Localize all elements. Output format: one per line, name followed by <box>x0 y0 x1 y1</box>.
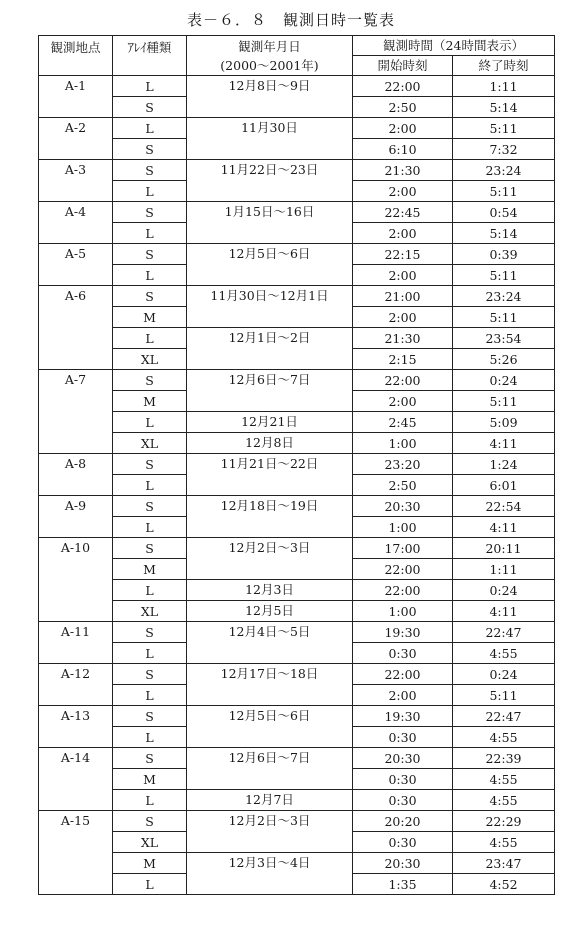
end-time-cell: 22:54 <box>453 496 555 517</box>
end-time-cell: 4:11 <box>453 517 555 538</box>
header-site: 観測地点 <box>39 36 113 76</box>
start-time-cell: 22:15 <box>353 244 453 265</box>
date-cell: 12月5日～6日 <box>187 244 353 286</box>
end-time-cell: 1:24 <box>453 454 555 475</box>
table-row <box>39 853 555 874</box>
array-type-cell: S <box>113 286 187 307</box>
table-row <box>39 202 555 223</box>
end-time-cell: 1:11 <box>453 559 555 580</box>
table-row <box>39 76 555 97</box>
site-cell: A-6 <box>39 286 113 370</box>
end-time-cell: 7:32 <box>453 139 555 160</box>
array-type-cell: S <box>113 202 187 223</box>
table-row <box>39 454 555 475</box>
date-cell: 11月22日～23日 <box>187 160 353 202</box>
array-type-cell: L <box>113 580 187 601</box>
start-time-cell: 2:15 <box>353 349 453 370</box>
end-time-cell: 5:11 <box>453 685 555 706</box>
array-type-cell: S <box>113 622 187 643</box>
start-time-cell: 22:00 <box>353 559 453 580</box>
observation-schedule-table <box>38 35 555 895</box>
site-cell: A-1 <box>39 76 113 118</box>
start-time-cell: 0:30 <box>353 832 453 853</box>
end-time-cell: 4:55 <box>453 769 555 790</box>
end-time-cell: 5:26 <box>453 349 555 370</box>
end-time-cell: 22:47 <box>453 706 555 727</box>
table-row <box>39 601 555 622</box>
array-type-cell: L <box>113 412 187 433</box>
array-type-cell: XL <box>113 349 187 370</box>
site-cell: A-15 <box>39 811 113 895</box>
table-row <box>39 664 555 685</box>
end-time-cell: 4:55 <box>453 832 555 853</box>
date-cell: 12月1日～2日 <box>187 328 353 370</box>
start-time-cell: 22:00 <box>353 664 453 685</box>
array-type-cell: XL <box>113 832 187 853</box>
start-time-cell: 20:30 <box>353 496 453 517</box>
table-row <box>39 580 555 601</box>
header-end-time: 終了時刻 <box>453 56 555 76</box>
start-time-cell: 21:30 <box>353 328 453 349</box>
end-time-cell: 5:11 <box>453 181 555 202</box>
end-time-cell: 5:14 <box>453 223 555 244</box>
start-time-cell: 20:20 <box>353 811 453 832</box>
start-time-cell: 1:00 <box>353 601 453 622</box>
start-time-cell: 0:30 <box>353 790 453 811</box>
array-type-cell: L <box>113 118 187 139</box>
end-time-cell: 4:55 <box>453 727 555 748</box>
date-cell: 12月6日～7日 <box>187 748 353 790</box>
array-type-cell: L <box>113 517 187 538</box>
end-time-cell: 5:14 <box>453 97 555 118</box>
header-date <box>187 36 353 76</box>
array-type-cell: M <box>113 307 187 328</box>
array-type-cell: XL <box>113 433 187 454</box>
array-type-cell: S <box>113 811 187 832</box>
table-row <box>39 244 555 265</box>
site-cell: A-14 <box>39 748 113 811</box>
start-time-cell: 19:30 <box>353 622 453 643</box>
array-type-cell: L <box>113 76 187 97</box>
end-time-cell: 4:52 <box>453 874 555 895</box>
end-time-cell: 23:24 <box>453 286 555 307</box>
array-type-cell: S <box>113 538 187 559</box>
site-cell: A-2 <box>39 118 113 160</box>
array-type-cell: S <box>113 97 187 118</box>
header-date-years: (2000～2001年) <box>220 57 319 73</box>
end-time-cell: 5:09 <box>453 412 555 433</box>
table-row <box>39 286 555 307</box>
end-time-cell: 6:01 <box>453 475 555 496</box>
start-time-cell: 19:30 <box>353 706 453 727</box>
start-time-cell: 17:00 <box>353 538 453 559</box>
array-type-cell: L <box>113 643 187 664</box>
array-type-cell: M <box>113 853 187 874</box>
start-time-cell: 6:10 <box>353 139 453 160</box>
start-time-cell: 21:30 <box>353 160 453 181</box>
array-type-cell: L <box>113 685 187 706</box>
end-time-cell: 23:47 <box>453 853 555 874</box>
site-cell: A-3 <box>39 160 113 202</box>
site-cell: A-7 <box>39 370 113 454</box>
start-time-cell: 21:00 <box>353 286 453 307</box>
array-type-cell: L <box>113 223 187 244</box>
table-row <box>39 160 555 181</box>
end-time-cell: 4:55 <box>453 790 555 811</box>
array-type-cell: L <box>113 265 187 286</box>
table-row <box>39 496 555 517</box>
end-time-cell: 22:47 <box>453 622 555 643</box>
start-time-cell: 22:45 <box>353 202 453 223</box>
site-cell: A-12 <box>39 664 113 706</box>
date-cell: 12月17日～18日 <box>187 664 353 706</box>
array-type-cell: S <box>113 139 187 160</box>
header-observation-time: 観測時間（24時間表示） <box>353 36 555 56</box>
start-time-cell: 2:00 <box>353 118 453 139</box>
table-row <box>39 790 555 811</box>
end-time-cell: 22:39 <box>453 748 555 769</box>
start-time-cell: 20:30 <box>353 748 453 769</box>
end-time-cell: 4:55 <box>453 643 555 664</box>
start-time-cell: 2:45 <box>353 412 453 433</box>
start-time-cell: 1:35 <box>353 874 453 895</box>
start-time-cell: 22:00 <box>353 580 453 601</box>
date-cell: 12月4日～5日 <box>187 622 353 664</box>
array-type-cell: L <box>113 475 187 496</box>
start-time-cell: 2:00 <box>353 265 453 286</box>
date-cell: 12月3日 <box>187 580 353 601</box>
site-cell: A-4 <box>39 202 113 244</box>
array-type-cell: L <box>113 790 187 811</box>
header-date-label: 観測年月日 <box>238 38 301 54</box>
start-time-cell: 0:30 <box>353 769 453 790</box>
end-time-cell: 4:11 <box>453 433 555 454</box>
start-time-cell: 2:00 <box>353 391 453 412</box>
array-type-cell: L <box>113 727 187 748</box>
array-type-cell: L <box>113 181 187 202</box>
array-type-cell: S <box>113 664 187 685</box>
start-time-cell: 2:50 <box>353 475 453 496</box>
end-time-cell: 23:54 <box>453 328 555 349</box>
end-time-cell: 5:11 <box>453 391 555 412</box>
end-time-cell: 4:11 <box>453 601 555 622</box>
start-time-cell: 2:00 <box>353 685 453 706</box>
end-time-cell: 0:24 <box>453 580 555 601</box>
end-time-cell: 0:54 <box>453 202 555 223</box>
end-time-cell: 0:39 <box>453 244 555 265</box>
start-time-cell: 22:00 <box>353 76 453 97</box>
start-time-cell: 2:00 <box>353 181 453 202</box>
date-cell: 12月7日 <box>187 790 353 811</box>
end-time-cell: 1:11 <box>453 76 555 97</box>
table-row <box>39 370 555 391</box>
date-cell: 1月15日～16日 <box>187 202 353 244</box>
array-type-cell: M <box>113 769 187 790</box>
array-type-cell: M <box>113 559 187 580</box>
array-type-cell: S <box>113 454 187 475</box>
start-time-cell: 1:00 <box>353 517 453 538</box>
date-cell: 12月5日 <box>187 601 353 622</box>
table-body <box>39 76 555 895</box>
site-cell: A-11 <box>39 622 113 664</box>
end-time-cell: 0:24 <box>453 370 555 391</box>
array-type-cell: S <box>113 370 187 391</box>
date-cell: 12月8日～9日 <box>187 76 353 118</box>
site-cell: A-8 <box>39 454 113 496</box>
start-time-cell: 2:00 <box>353 307 453 328</box>
end-time-cell: 20:11 <box>453 538 555 559</box>
table-header <box>39 36 555 76</box>
date-cell: 12月18日～19日 <box>187 496 353 538</box>
table-title: 表－６．８ 観測日時一覧表 <box>186 11 395 29</box>
header-array-type: ｱﾚｲ種類 <box>113 36 187 76</box>
date-cell: 12月6日～7日 <box>187 370 353 412</box>
date-cell: 12月2日～3日 <box>187 538 353 580</box>
date-cell: 12月5日～6日 <box>187 706 353 748</box>
end-time-cell: 23:24 <box>453 160 555 181</box>
end-time-cell: 5:11 <box>453 118 555 139</box>
start-time-cell: 2:00 <box>353 223 453 244</box>
array-type-cell: S <box>113 160 187 181</box>
start-time-cell: 0:30 <box>353 643 453 664</box>
table-row <box>39 706 555 727</box>
site-cell: A-13 <box>39 706 113 748</box>
end-time-cell: 0:24 <box>453 664 555 685</box>
table-row <box>39 118 555 139</box>
array-type-cell: S <box>113 748 187 769</box>
array-type-cell: L <box>113 874 187 895</box>
array-type-cell: S <box>113 244 187 265</box>
header-start-time: 開始時刻 <box>353 56 453 76</box>
end-time-cell: 22:29 <box>453 811 555 832</box>
table-row <box>39 538 555 559</box>
table-row <box>39 328 555 349</box>
date-cell: 11月30日 <box>187 118 353 160</box>
date-cell: 12月8日 <box>187 433 353 454</box>
end-time-cell: 5:11 <box>453 307 555 328</box>
table-row <box>39 433 555 454</box>
start-time-cell: 23:20 <box>353 454 453 475</box>
array-type-cell: S <box>113 706 187 727</box>
date-cell: 11月30日～12月1日 <box>187 286 353 328</box>
start-time-cell: 22:00 <box>353 370 453 391</box>
table-row <box>39 748 555 769</box>
start-time-cell: 0:30 <box>353 727 453 748</box>
table-row <box>39 412 555 433</box>
end-time-cell: 5:11 <box>453 265 555 286</box>
date-cell: 11月21日～22日 <box>187 454 353 496</box>
table-row <box>39 622 555 643</box>
array-type-cell: M <box>113 391 187 412</box>
array-type-cell: XL <box>113 601 187 622</box>
array-type-cell: L <box>113 328 187 349</box>
site-cell: A-5 <box>39 244 113 286</box>
table-row <box>39 811 555 832</box>
site-cell: A-9 <box>39 496 113 538</box>
site-cell: A-10 <box>39 538 113 622</box>
start-time-cell: 20:30 <box>353 853 453 874</box>
array-type-cell: S <box>113 496 187 517</box>
date-cell: 12月2日～3日 <box>187 811 353 853</box>
date-cell: 12月3日～4日 <box>187 853 353 895</box>
start-time-cell: 2:50 <box>353 97 453 118</box>
start-time-cell: 1:00 <box>353 433 453 454</box>
date-cell: 12月21日 <box>187 412 353 433</box>
